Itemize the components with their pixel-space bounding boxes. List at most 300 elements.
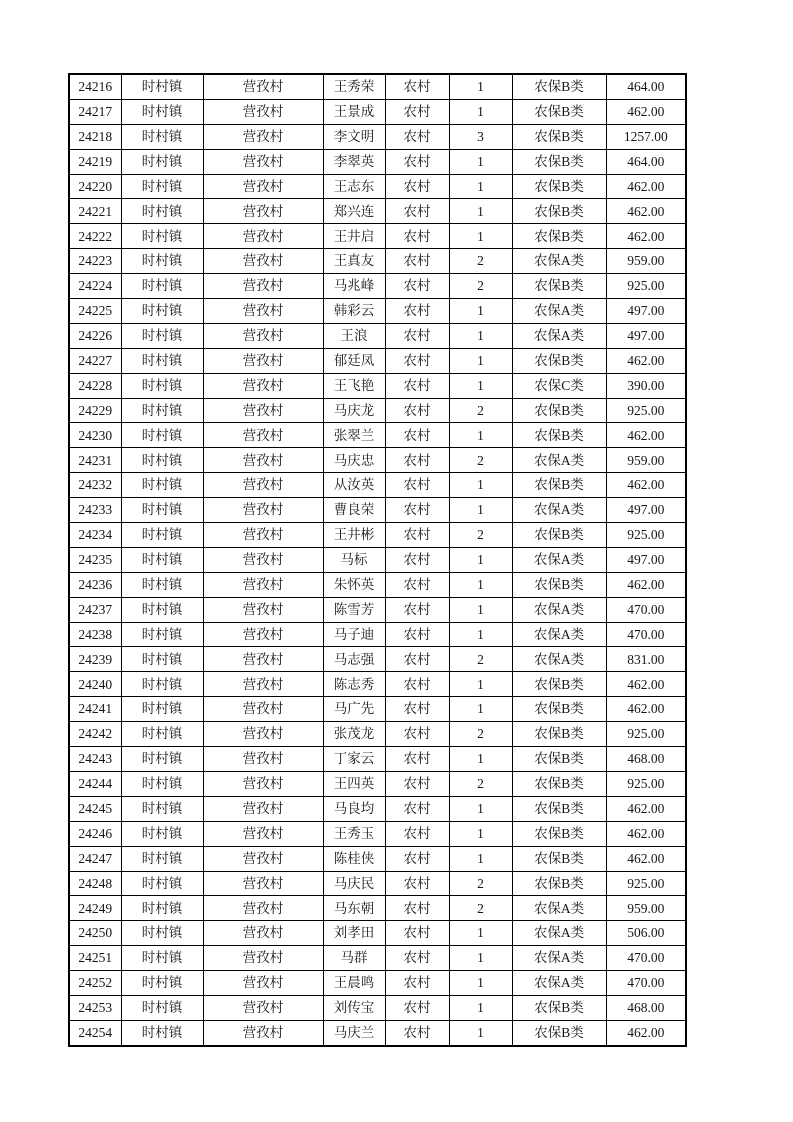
cell-village: 营孜村: [203, 398, 323, 423]
table-row: [69, 199, 686, 224]
cell-category: 农村: [385, 274, 449, 299]
cell-insurance-type: 农保B类: [512, 99, 606, 124]
cell-town: 时村镇: [121, 423, 203, 448]
cell-town: 时村镇: [121, 373, 203, 398]
table-row: [69, 473, 686, 498]
cell-town: 时村镇: [121, 971, 203, 996]
cell-insurance-type: 农保B类: [512, 199, 606, 224]
cell-category: 农村: [385, 597, 449, 622]
cell-town: 时村镇: [121, 821, 203, 846]
cell-count: 1: [449, 697, 512, 722]
cell-serial: 24231: [69, 448, 121, 473]
table-row: [69, 971, 686, 996]
table-body: [69, 74, 686, 1046]
table-row: [69, 373, 686, 398]
cell-village: 营孜村: [203, 149, 323, 174]
cell-serial: 24236: [69, 572, 121, 597]
cell-serial: 24253: [69, 995, 121, 1020]
cell-village: 营孜村: [203, 771, 323, 796]
cell-name: 王志东: [323, 174, 385, 199]
cell-serial: 24248: [69, 871, 121, 896]
cell-amount: 470.00: [606, 971, 686, 996]
cell-count: 1: [449, 99, 512, 124]
cell-amount: 468.00: [606, 995, 686, 1020]
cell-count: 2: [449, 398, 512, 423]
cell-insurance-type: 农保B类: [512, 224, 606, 249]
cell-name: 王晨鸣: [323, 971, 385, 996]
table-row: [69, 995, 686, 1020]
cell-insurance-type: 农保A类: [512, 946, 606, 971]
cell-count: 1: [449, 547, 512, 572]
cell-category: 农村: [385, 995, 449, 1020]
cell-insurance-type: 农保B类: [512, 149, 606, 174]
cell-count: 1: [449, 971, 512, 996]
cell-insurance-type: 农保A类: [512, 647, 606, 672]
cell-town: 时村镇: [121, 274, 203, 299]
cell-amount: 464.00: [606, 149, 686, 174]
cell-insurance-type: 农保C类: [512, 373, 606, 398]
cell-amount: 462.00: [606, 473, 686, 498]
cell-village: 营孜村: [203, 722, 323, 747]
cell-count: 3: [449, 124, 512, 149]
cell-village: 营孜村: [203, 199, 323, 224]
cell-name: 韩彩云: [323, 299, 385, 324]
table-row: [69, 124, 686, 149]
cell-village: 营孜村: [203, 597, 323, 622]
cell-amount: 462.00: [606, 572, 686, 597]
cell-name: 王四英: [323, 771, 385, 796]
cell-name: 郑兴连: [323, 199, 385, 224]
cell-category: 农村: [385, 572, 449, 597]
cell-serial: 24221: [69, 199, 121, 224]
table-row: [69, 149, 686, 174]
cell-amount: 925.00: [606, 771, 686, 796]
cell-category: 农村: [385, 846, 449, 871]
table-row: [69, 921, 686, 946]
cell-serial: 24227: [69, 348, 121, 373]
cell-count: 1: [449, 74, 512, 99]
cell-count: 1: [449, 348, 512, 373]
table-row: [69, 249, 686, 274]
cell-town: 时村镇: [121, 299, 203, 324]
cell-category: 农村: [385, 149, 449, 174]
cell-village: 营孜村: [203, 473, 323, 498]
cell-serial: 24220: [69, 174, 121, 199]
cell-village: 营孜村: [203, 348, 323, 373]
cell-town: 时村镇: [121, 722, 203, 747]
cell-name: 马庆民: [323, 871, 385, 896]
cell-count: 2: [449, 722, 512, 747]
table-row: [69, 597, 686, 622]
cell-count: 1: [449, 796, 512, 821]
cell-category: 农村: [385, 448, 449, 473]
cell-insurance-type: 农保A类: [512, 448, 606, 473]
cell-category: 农村: [385, 1020, 449, 1045]
cell-amount: 497.00: [606, 299, 686, 324]
cell-category: 农村: [385, 373, 449, 398]
cell-town: 时村镇: [121, 697, 203, 722]
cell-town: 时村镇: [121, 995, 203, 1020]
cell-town: 时村镇: [121, 448, 203, 473]
cell-count: 2: [449, 274, 512, 299]
cell-category: 农村: [385, 622, 449, 647]
cell-town: 时村镇: [121, 946, 203, 971]
table-row: [69, 946, 686, 971]
cell-amount: 470.00: [606, 597, 686, 622]
cell-insurance-type: 农保B类: [512, 1020, 606, 1045]
cell-amount: 462.00: [606, 821, 686, 846]
cell-amount: 831.00: [606, 647, 686, 672]
cell-village: 营孜村: [203, 174, 323, 199]
cell-insurance-type: 农保B类: [512, 796, 606, 821]
cell-insurance-type: 农保A类: [512, 597, 606, 622]
cell-category: 农村: [385, 174, 449, 199]
cell-amount: 506.00: [606, 921, 686, 946]
cell-count: 2: [449, 896, 512, 921]
cell-amount: 464.00: [606, 74, 686, 99]
cell-serial: 24242: [69, 722, 121, 747]
cell-count: 2: [449, 523, 512, 548]
cell-village: 营孜村: [203, 523, 323, 548]
cell-amount: 462.00: [606, 224, 686, 249]
cell-village: 营孜村: [203, 896, 323, 921]
cell-name: 陈桂侠: [323, 846, 385, 871]
cell-category: 农村: [385, 249, 449, 274]
cell-category: 农村: [385, 323, 449, 348]
table-row: [69, 697, 686, 722]
cell-amount: 462.00: [606, 99, 686, 124]
cell-name: 马志强: [323, 647, 385, 672]
cell-name: 马庆龙: [323, 398, 385, 423]
cell-amount: 462.00: [606, 423, 686, 448]
table-row: [69, 99, 686, 124]
table-row: [69, 572, 686, 597]
cell-name: 李文明: [323, 124, 385, 149]
cell-insurance-type: 农保A类: [512, 921, 606, 946]
cell-amount: 462.00: [606, 174, 686, 199]
cell-town: 时村镇: [121, 523, 203, 548]
cell-insurance-type: 农保A类: [512, 547, 606, 572]
cell-serial: 24232: [69, 473, 121, 498]
cell-village: 营孜村: [203, 647, 323, 672]
cell-amount: 925.00: [606, 274, 686, 299]
cell-name: 王浪: [323, 323, 385, 348]
cell-name: 从汝英: [323, 473, 385, 498]
cell-serial: 24238: [69, 622, 121, 647]
cell-category: 农村: [385, 547, 449, 572]
cell-count: 1: [449, 199, 512, 224]
cell-serial: 24222: [69, 224, 121, 249]
cell-village: 营孜村: [203, 995, 323, 1020]
table-row: [69, 174, 686, 199]
cell-amount: 462.00: [606, 846, 686, 871]
cell-count: 1: [449, 846, 512, 871]
cell-category: 农村: [385, 821, 449, 846]
cell-count: 1: [449, 1020, 512, 1045]
cell-town: 时村镇: [121, 323, 203, 348]
cell-town: 时村镇: [121, 1020, 203, 1045]
cell-town: 时村镇: [121, 547, 203, 572]
cell-insurance-type: 农保B类: [512, 473, 606, 498]
cell-serial: 24229: [69, 398, 121, 423]
cell-insurance-type: 农保B类: [512, 672, 606, 697]
cell-serial: 24250: [69, 921, 121, 946]
cell-name: 马兆峰: [323, 274, 385, 299]
cell-town: 时村镇: [121, 99, 203, 124]
cell-name: 朱怀英: [323, 572, 385, 597]
cell-village: 营孜村: [203, 971, 323, 996]
cell-village: 营孜村: [203, 224, 323, 249]
cell-amount: 497.00: [606, 547, 686, 572]
cell-amount: 470.00: [606, 946, 686, 971]
cell-name: 曹良荣: [323, 498, 385, 523]
cell-category: 农村: [385, 99, 449, 124]
cell-town: 时村镇: [121, 672, 203, 697]
cell-name: 马庆忠: [323, 448, 385, 473]
table-row: [69, 846, 686, 871]
cell-count: 1: [449, 174, 512, 199]
table-row: [69, 622, 686, 647]
cell-name: 张茂龙: [323, 722, 385, 747]
table-row: [69, 547, 686, 572]
cell-town: 时村镇: [121, 149, 203, 174]
table-row: [69, 398, 686, 423]
cell-serial: 24251: [69, 946, 121, 971]
cell-town: 时村镇: [121, 124, 203, 149]
cell-village: 营孜村: [203, 124, 323, 149]
cell-amount: 959.00: [606, 896, 686, 921]
cell-serial: 24219: [69, 149, 121, 174]
cell-serial: 24254: [69, 1020, 121, 1045]
cell-town: 时村镇: [121, 174, 203, 199]
cell-village: 营孜村: [203, 747, 323, 772]
cell-name: 马良均: [323, 796, 385, 821]
cell-count: 1: [449, 473, 512, 498]
cell-category: 农村: [385, 498, 449, 523]
cell-count: 1: [449, 821, 512, 846]
cell-insurance-type: 农保B类: [512, 846, 606, 871]
cell-count: 2: [449, 647, 512, 672]
cell-name: 张翠兰: [323, 423, 385, 448]
cell-town: 时村镇: [121, 498, 203, 523]
cell-category: 农村: [385, 398, 449, 423]
cell-insurance-type: 农保B类: [512, 771, 606, 796]
cell-category: 农村: [385, 747, 449, 772]
cell-town: 时村镇: [121, 224, 203, 249]
cell-count: 1: [449, 672, 512, 697]
cell-serial: 24246: [69, 821, 121, 846]
cell-category: 农村: [385, 672, 449, 697]
cell-category: 农村: [385, 473, 449, 498]
cell-amount: 390.00: [606, 373, 686, 398]
cell-name: 王秀玉: [323, 821, 385, 846]
cell-insurance-type: 农保B类: [512, 398, 606, 423]
table-row: [69, 747, 686, 772]
cell-category: 农村: [385, 871, 449, 896]
cell-category: 农村: [385, 299, 449, 324]
cell-town: 时村镇: [121, 896, 203, 921]
cell-category: 农村: [385, 946, 449, 971]
cell-serial: 24241: [69, 697, 121, 722]
cell-name: 刘孝田: [323, 921, 385, 946]
cell-serial: 24234: [69, 523, 121, 548]
cell-category: 农村: [385, 348, 449, 373]
table-row: [69, 498, 686, 523]
cell-count: 1: [449, 224, 512, 249]
table-row: [69, 722, 686, 747]
cell-count: 1: [449, 373, 512, 398]
cell-amount: 925.00: [606, 871, 686, 896]
cell-amount: 462.00: [606, 348, 686, 373]
cell-village: 营孜村: [203, 846, 323, 871]
cell-name: 陈雪芳: [323, 597, 385, 622]
cell-serial: 24218: [69, 124, 121, 149]
cell-serial: 24224: [69, 274, 121, 299]
cell-town: 时村镇: [121, 572, 203, 597]
cell-serial: 24247: [69, 846, 121, 871]
cell-amount: 468.00: [606, 747, 686, 772]
cell-village: 营孜村: [203, 921, 323, 946]
cell-serial: 24243: [69, 747, 121, 772]
cell-town: 时村镇: [121, 597, 203, 622]
cell-village: 营孜村: [203, 299, 323, 324]
cell-insurance-type: 农保B类: [512, 348, 606, 373]
cell-category: 农村: [385, 199, 449, 224]
cell-name: 马标: [323, 547, 385, 572]
cell-village: 营孜村: [203, 622, 323, 647]
cell-count: 1: [449, 423, 512, 448]
cell-name: 丁家云: [323, 747, 385, 772]
table-row: [69, 224, 686, 249]
cell-village: 营孜村: [203, 323, 323, 348]
cell-name: 王飞艳: [323, 373, 385, 398]
cell-village: 营孜村: [203, 249, 323, 274]
cell-insurance-type: 农保B类: [512, 747, 606, 772]
cell-town: 时村镇: [121, 622, 203, 647]
cell-serial: 24245: [69, 796, 121, 821]
cell-village: 营孜村: [203, 547, 323, 572]
cell-village: 营孜村: [203, 1020, 323, 1045]
cell-amount: 1257.00: [606, 124, 686, 149]
table-row: [69, 323, 686, 348]
cell-name: 王秀荣: [323, 74, 385, 99]
cell-town: 时村镇: [121, 473, 203, 498]
cell-name: 李翠英: [323, 149, 385, 174]
cell-count: 2: [449, 871, 512, 896]
cell-insurance-type: 农保B类: [512, 523, 606, 548]
cell-count: 1: [449, 946, 512, 971]
table-row: [69, 348, 686, 373]
cell-amount: 462.00: [606, 199, 686, 224]
cell-serial: 24225: [69, 299, 121, 324]
table-row: [69, 672, 686, 697]
cell-category: 农村: [385, 921, 449, 946]
cell-insurance-type: 农保A类: [512, 498, 606, 523]
cell-village: 营孜村: [203, 423, 323, 448]
cell-name: 马东朝: [323, 896, 385, 921]
cell-serial: 24226: [69, 323, 121, 348]
cell-village: 营孜村: [203, 74, 323, 99]
cell-insurance-type: 农保B类: [512, 124, 606, 149]
cell-insurance-type: 农保B类: [512, 423, 606, 448]
cell-count: 1: [449, 498, 512, 523]
cell-count: 1: [449, 747, 512, 772]
cell-town: 时村镇: [121, 796, 203, 821]
cell-count: 2: [449, 249, 512, 274]
table-row: [69, 448, 686, 473]
cell-count: 1: [449, 572, 512, 597]
table-row: [69, 74, 686, 99]
cell-name: 王真友: [323, 249, 385, 274]
cell-town: 时村镇: [121, 348, 203, 373]
cell-serial: 24223: [69, 249, 121, 274]
cell-amount: 497.00: [606, 498, 686, 523]
cell-town: 时村镇: [121, 398, 203, 423]
cell-category: 农村: [385, 796, 449, 821]
cell-insurance-type: 农保B类: [512, 821, 606, 846]
cell-count: 1: [449, 995, 512, 1020]
cell-village: 营孜村: [203, 274, 323, 299]
cell-category: 农村: [385, 771, 449, 796]
table-row: [69, 423, 686, 448]
cell-serial: 24217: [69, 99, 121, 124]
cell-name: 王井启: [323, 224, 385, 249]
cell-name: 郁廷凤: [323, 348, 385, 373]
cell-name: 马群: [323, 946, 385, 971]
cell-category: 农村: [385, 74, 449, 99]
cell-category: 农村: [385, 971, 449, 996]
cell-village: 营孜村: [203, 99, 323, 124]
cell-count: 1: [449, 597, 512, 622]
table-row: [69, 299, 686, 324]
cell-amount: 470.00: [606, 622, 686, 647]
cell-amount: 925.00: [606, 722, 686, 747]
cell-serial: 24244: [69, 771, 121, 796]
cell-count: 1: [449, 299, 512, 324]
cell-serial: 24228: [69, 373, 121, 398]
cell-village: 营孜村: [203, 697, 323, 722]
table-row: [69, 796, 686, 821]
cell-town: 时村镇: [121, 747, 203, 772]
cell-town: 时村镇: [121, 771, 203, 796]
cell-name: 马庆兰: [323, 1020, 385, 1045]
cell-insurance-type: 农保B类: [512, 722, 606, 747]
table-row: [69, 274, 686, 299]
cell-serial: 24233: [69, 498, 121, 523]
cell-amount: 462.00: [606, 697, 686, 722]
cell-town: 时村镇: [121, 74, 203, 99]
cell-village: 营孜村: [203, 821, 323, 846]
cell-name: 马广先: [323, 697, 385, 722]
cell-name: 王景成: [323, 99, 385, 124]
cell-amount: 959.00: [606, 448, 686, 473]
cell-village: 营孜村: [203, 373, 323, 398]
cell-insurance-type: 农保B类: [512, 871, 606, 896]
cell-insurance-type: 农保A类: [512, 249, 606, 274]
cell-insurance-type: 农保A类: [512, 323, 606, 348]
cell-village: 营孜村: [203, 498, 323, 523]
cell-name: 刘传宝: [323, 995, 385, 1020]
cell-insurance-type: 农保B类: [512, 572, 606, 597]
table-row: [69, 1020, 686, 1045]
cell-village: 营孜村: [203, 946, 323, 971]
cell-serial: 24237: [69, 597, 121, 622]
cell-amount: 462.00: [606, 1020, 686, 1045]
cell-count: 2: [449, 448, 512, 473]
cell-serial: 24240: [69, 672, 121, 697]
cell-village: 营孜村: [203, 572, 323, 597]
cell-name: 王井彬: [323, 523, 385, 548]
